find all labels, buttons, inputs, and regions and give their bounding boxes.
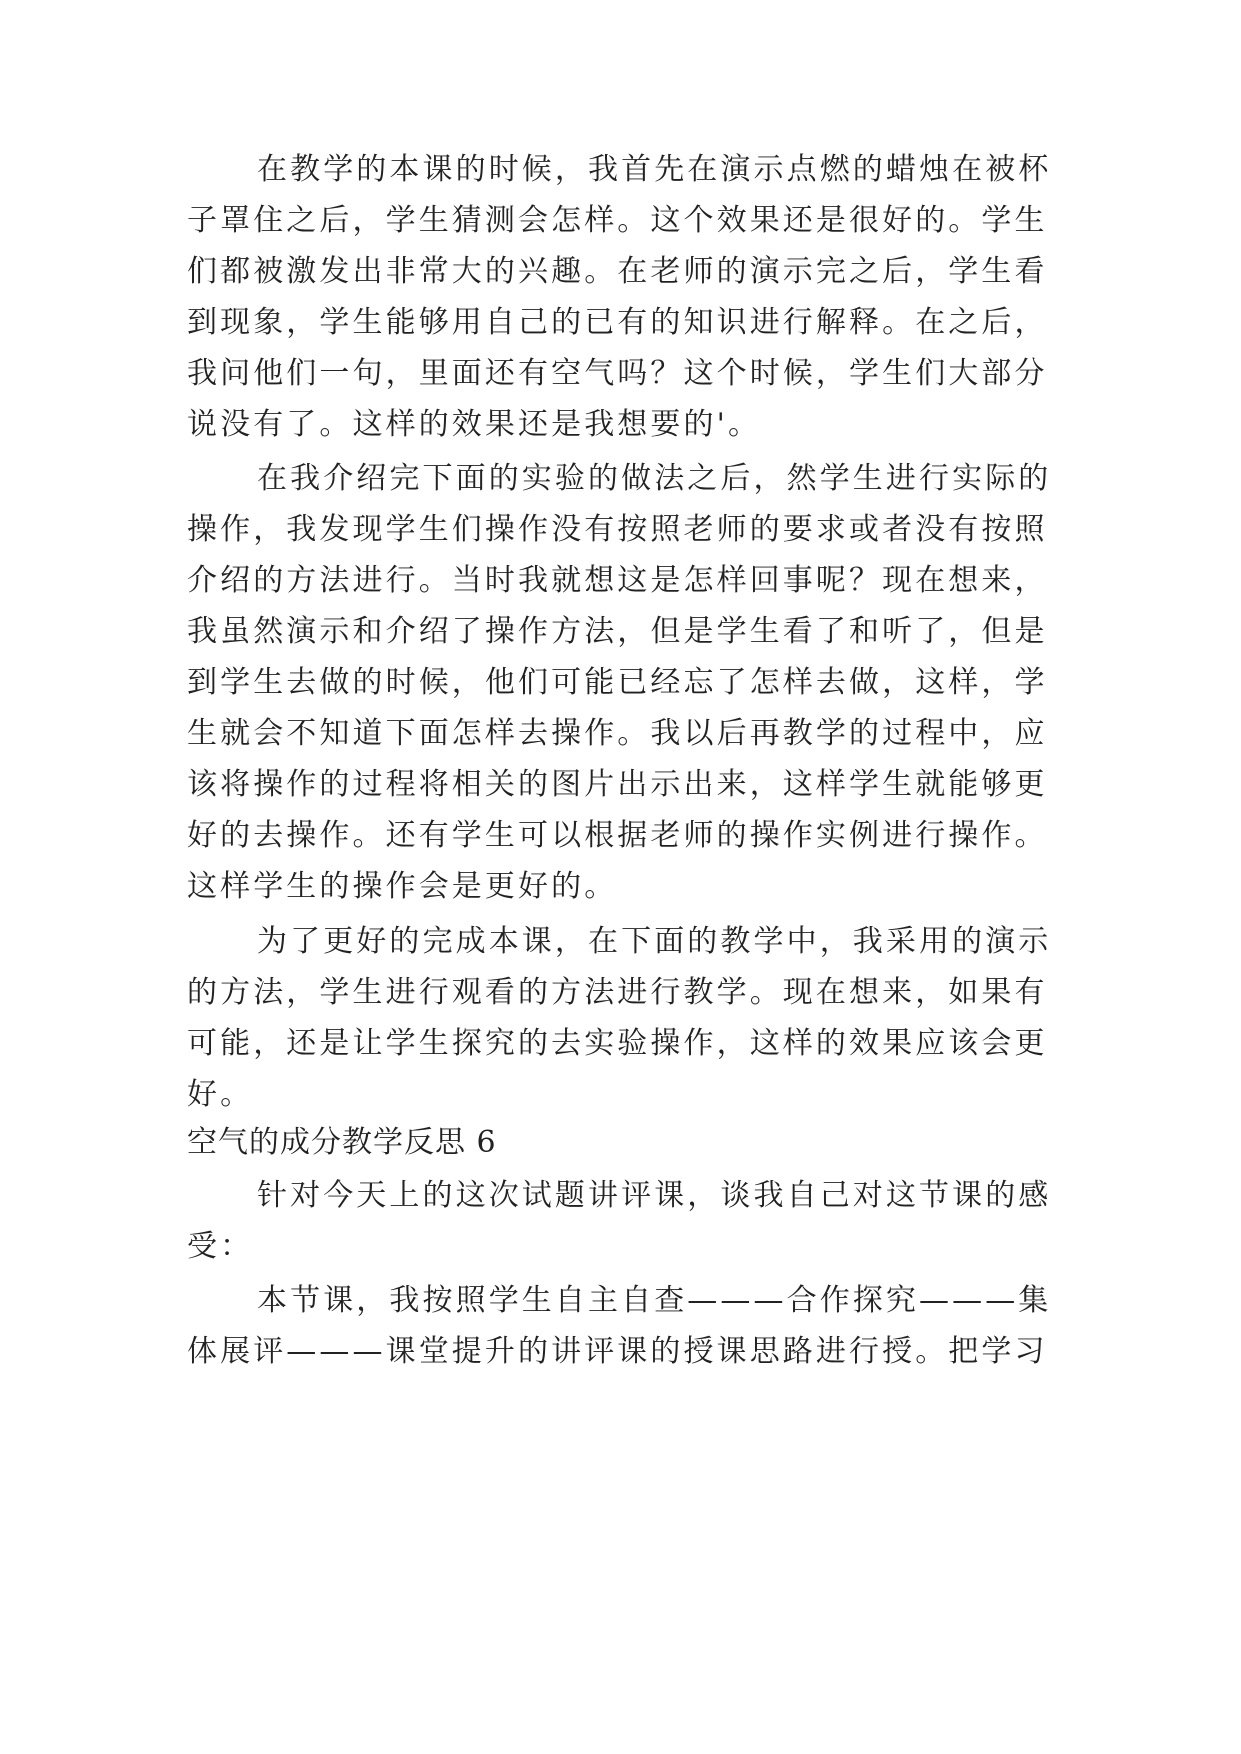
text-line: 受： xyxy=(187,1229,254,1264)
text-line: 体展评———课堂提升的讲评课的授课思路进行授。把学习 xyxy=(187,1334,1048,1369)
text-line: 到学生去做的时候，他们可能已经忘了怎样去做，这样，学 xyxy=(187,665,1048,700)
text-line: 说没有了。这样的效果还是我想要的'。 xyxy=(187,407,762,442)
text-line: 生就会不知道下面怎样去操作。我以后再教学的过程中，应 xyxy=(187,716,1048,751)
section-heading: 空气的成分教学反思 6 xyxy=(187,1125,497,1160)
text-line: 在我介绍完下面的实验的做法之后，然学生进行实际的 xyxy=(257,461,1052,496)
text-line: 针对今天上的这次试题讲评课，谈我自己对这节课的感 xyxy=(257,1178,1052,1213)
text-line: 们都被激发出非常大的兴趣。在老师的演示完之后，学生看 xyxy=(187,254,1048,289)
text-line: 我虽然演示和介绍了操作方法，但是学生看了和听了，但是 xyxy=(187,614,1048,649)
text-line: 子罩住之后，学生猜测会怎样。这个效果还是很好的。学生 xyxy=(187,203,1048,238)
text-line: 到现象，学生能够用自己的已有的知识进行解释。在之后， xyxy=(187,305,1048,340)
text-line: 好的去操作。还有学生可以根据老师的操作实例进行操作。 xyxy=(187,818,1048,853)
text-line: 为了更好的完成本课，在下面的教学中，我采用的演示 xyxy=(257,924,1052,959)
text-line: 好。 xyxy=(187,1077,254,1112)
text-line: 介绍的方法进行。当时我就想这是怎样回事呢？现在想来， xyxy=(187,563,1048,598)
text-line: 可能，还是让学生探究的去实验操作，这样的效果应该会更 xyxy=(187,1026,1048,1061)
text-line: 操作，我发现学生们操作没有按照老师的要求或者没有按照 xyxy=(187,512,1048,547)
text-line: 该将操作的过程将相关的图片出示出来，这样学生就能够更 xyxy=(187,767,1048,802)
text-line: 的方法，学生进行观看的方法进行教学。现在想来，如果有 xyxy=(187,975,1048,1010)
text-line: 在教学的本课的时候，我首先在演示点燃的蜡烛在被杯 xyxy=(257,152,1052,187)
text-line: 本节课，我按照学生自主自查———合作探究———集 xyxy=(257,1283,1052,1318)
text-line: 我问他们一句，里面还有空气吗？这个时候，学生们大部分 xyxy=(187,356,1048,391)
text-line: 这样学生的操作会是更好的。 xyxy=(187,869,618,904)
